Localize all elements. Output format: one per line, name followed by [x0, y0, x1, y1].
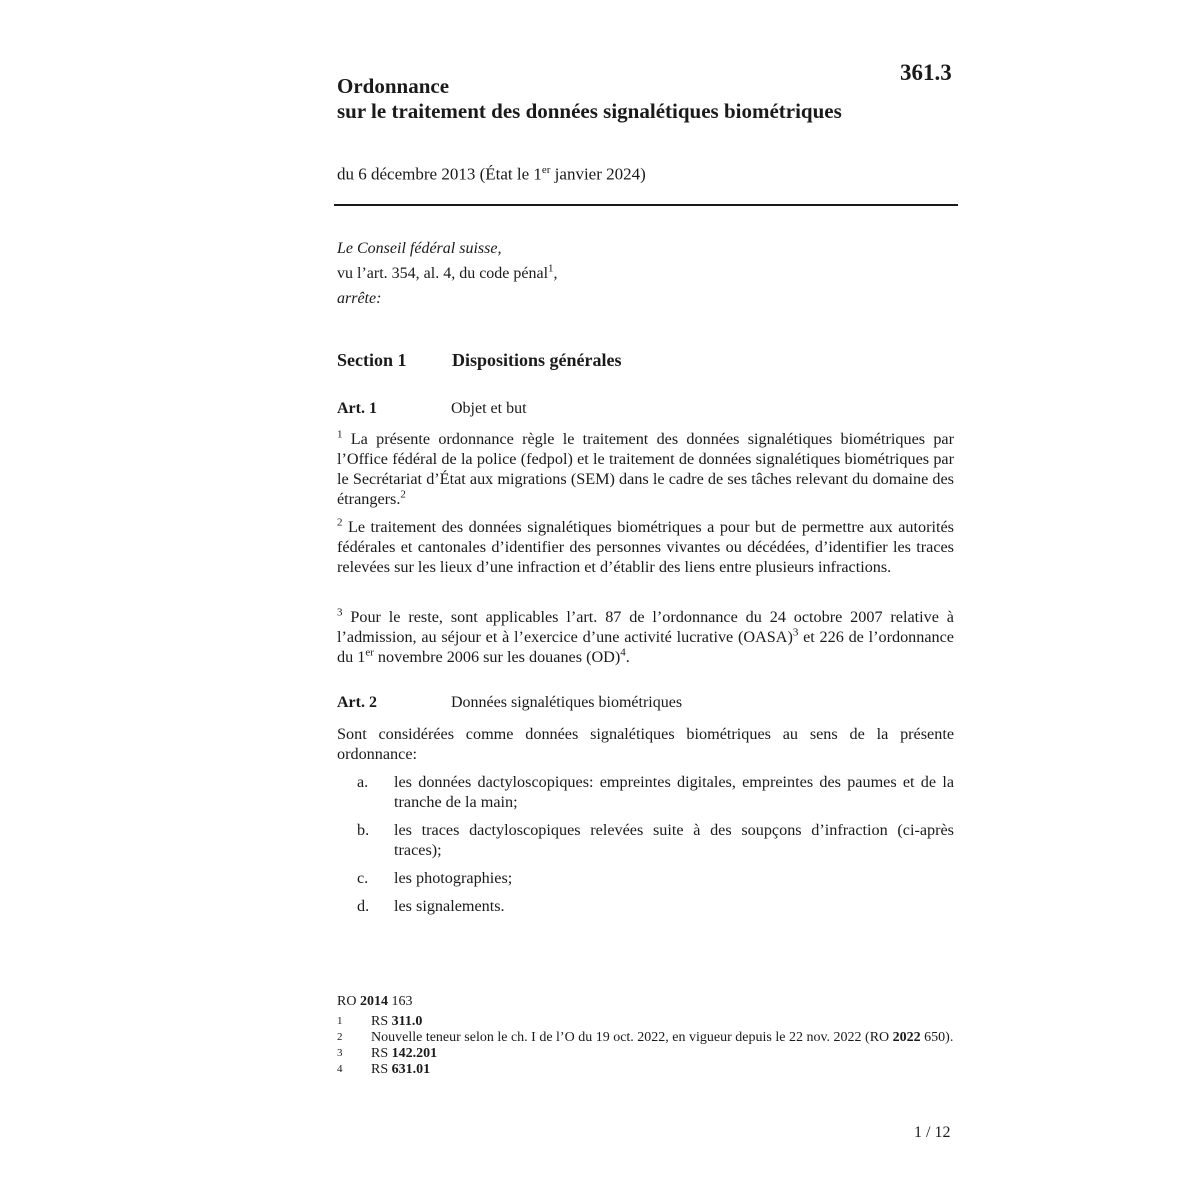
section-1-heading — [337, 350, 622, 371]
footnote-text-part: Nouvelle teneur selon le ch. I de l’O du 19 oct. 2022, en vigueur depuis le 22 nov. 2022 (RO — [371, 1030, 893, 1045]
footnote-text — [371, 1014, 957, 1030]
date-before: du 6 décembre 2013 (État le 1 — [337, 164, 542, 184]
list-item-text: les photographies; — [394, 869, 513, 887]
ro-reference — [337, 994, 957, 1010]
article-2-number: Art. 2 — [337, 694, 377, 711]
footnote-ref-4[interactable]: 4 — [620, 646, 626, 659]
list-item-letter: d. — [357, 897, 370, 915]
footnote-number: 1 — [337, 1015, 343, 1027]
article-1-heading — [337, 400, 527, 418]
footnote-text-part: RS — [371, 1014, 392, 1029]
page-number: 1 / 12 — [914, 1124, 951, 1141]
preamble-basis — [337, 261, 558, 286]
list-item-letter: c. — [357, 869, 369, 887]
footnote-3 — [337, 1046, 957, 1062]
paragraph-text: Pour le reste, sont applicables l’art. 87 de l’ordonnance du 24 octobre 2007 relative à l’admission, au séjour et à l’exercice d’une activité lucrative (OASA) — [337, 608, 954, 646]
footnote-ref-1[interactable]: 1 — [548, 262, 554, 275]
footnote-number: 4 — [337, 1063, 343, 1075]
date-superscript: er — [541, 164, 551, 176]
footnote-1 — [337, 1014, 957, 1030]
footnote-text — [371, 1062, 957, 1078]
article-2-title: Données signalétiques biométriques — [451, 694, 683, 711]
list-item — [357, 772, 954, 812]
section-title: Dispositions générales — [452, 350, 622, 370]
preamble-decree: arrête: — [337, 290, 382, 307]
footnote-text — [371, 1030, 957, 1046]
footnote-number: 3 — [337, 1047, 343, 1059]
list-item-text: les traces dactyloscopiques relevées suite à des soupçons d’infraction (ci-après traces); — [394, 821, 954, 859]
preamble-authority: Le Conseil fédéral suisse, — [337, 240, 502, 257]
footnote-text-bold: 631.01 — [391, 1062, 431, 1077]
paragraph-number: 1 — [337, 428, 343, 441]
ordinal-superscript: er — [365, 646, 374, 659]
footnote-text-bold: 2022 — [892, 1030, 921, 1045]
paragraph-text: . — [625, 648, 630, 666]
list-item-text: les données dactyloscopiques: empreintes digitales, empreintes des paumes et de la tranche de la main; — [394, 773, 954, 811]
footnote-text-part: 650). — [920, 1030, 954, 1045]
ro-page: 163 — [387, 994, 413, 1009]
paragraph-text: et 226 de l’ordonnance du 1 — [337, 628, 954, 666]
article-1-paragraph-2 — [337, 517, 954, 577]
footnotes — [337, 994, 957, 1078]
date-after: janvier 2024) — [550, 164, 646, 184]
footnote-text-bold: 142.201 — [391, 1046, 438, 1061]
paragraph-text: Le traitement des données signalétiques biométriques a pour but de permettre aux autorités fédérales et cantonales d’identifier des personnes vivantes ou décédées, d’identifier les traces relevées sur les lieux d’une infraction et d’établir des liens entre plusieurs infractions. — [337, 518, 954, 576]
paragraph-text: novembre 2006 sur les douanes (OD) — [373, 648, 621, 666]
title-line-2: sur le traitement des données signalétiques biométriques — [337, 99, 842, 123]
footnote-number: 2 — [337, 1031, 343, 1043]
footnote-2 — [337, 1030, 957, 1046]
footnote-ref-3[interactable]: 3 — [792, 626, 799, 639]
article-1-paragraph-3 — [337, 607, 954, 667]
footnote-4 — [337, 1062, 957, 1078]
preamble-basis-end: , — [553, 265, 558, 282]
footnote-text-part: RS — [371, 1046, 392, 1061]
list-item-text: les signalements. — [394, 897, 505, 915]
list-item — [357, 820, 954, 860]
header-divider — [334, 204, 958, 206]
sr-number: 361.3 — [900, 60, 952, 85]
list-item-letter: b. — [357, 821, 370, 839]
title-line-1: Ordonnance — [337, 74, 450, 98]
preamble — [337, 236, 558, 311]
article-1-number: Art. 1 — [337, 400, 377, 417]
footnote-text-bold: 311.0 — [391, 1014, 423, 1029]
paragraph-number: 3 — [337, 606, 343, 619]
document-title — [337, 74, 842, 124]
article-1-title: Objet et but — [451, 400, 527, 417]
ro-year: 2014 — [359, 994, 388, 1009]
footnote-text-part: RS — [371, 1062, 392, 1077]
article-1-paragraph-1 — [337, 429, 954, 509]
list-item — [357, 896, 954, 916]
ro-prefix: RO — [337, 994, 360, 1009]
date-line — [337, 164, 646, 185]
article-2-intro: Sont considérées comme données signalétiques biométriques au sens de la présente ordonnance: — [337, 725, 954, 763]
list-item — [357, 868, 954, 888]
article-2-list — [357, 772, 954, 924]
list-item-letter: a. — [357, 773, 369, 791]
article-2-heading — [337, 694, 682, 712]
paragraph-number: 2 — [337, 516, 343, 529]
footnote-text — [371, 1046, 957, 1062]
footnote-ref-2[interactable]: 2 — [400, 488, 406, 501]
section-number: Section 1 — [337, 350, 407, 370]
preamble-basis-text: vu l’art. 354, al. 4, du code pénal — [337, 265, 549, 282]
paragraph-text: La présente ordonnance règle le traitement des données signalétiques biométriques par l’Office fédéral de la police (fedpol) et le traitement de données signalétiques biométriques par le Secrétariat d’État aux migrations (SEM) dans le cadre de ses tâches relevant du domaine des étrangers. — [337, 430, 954, 508]
